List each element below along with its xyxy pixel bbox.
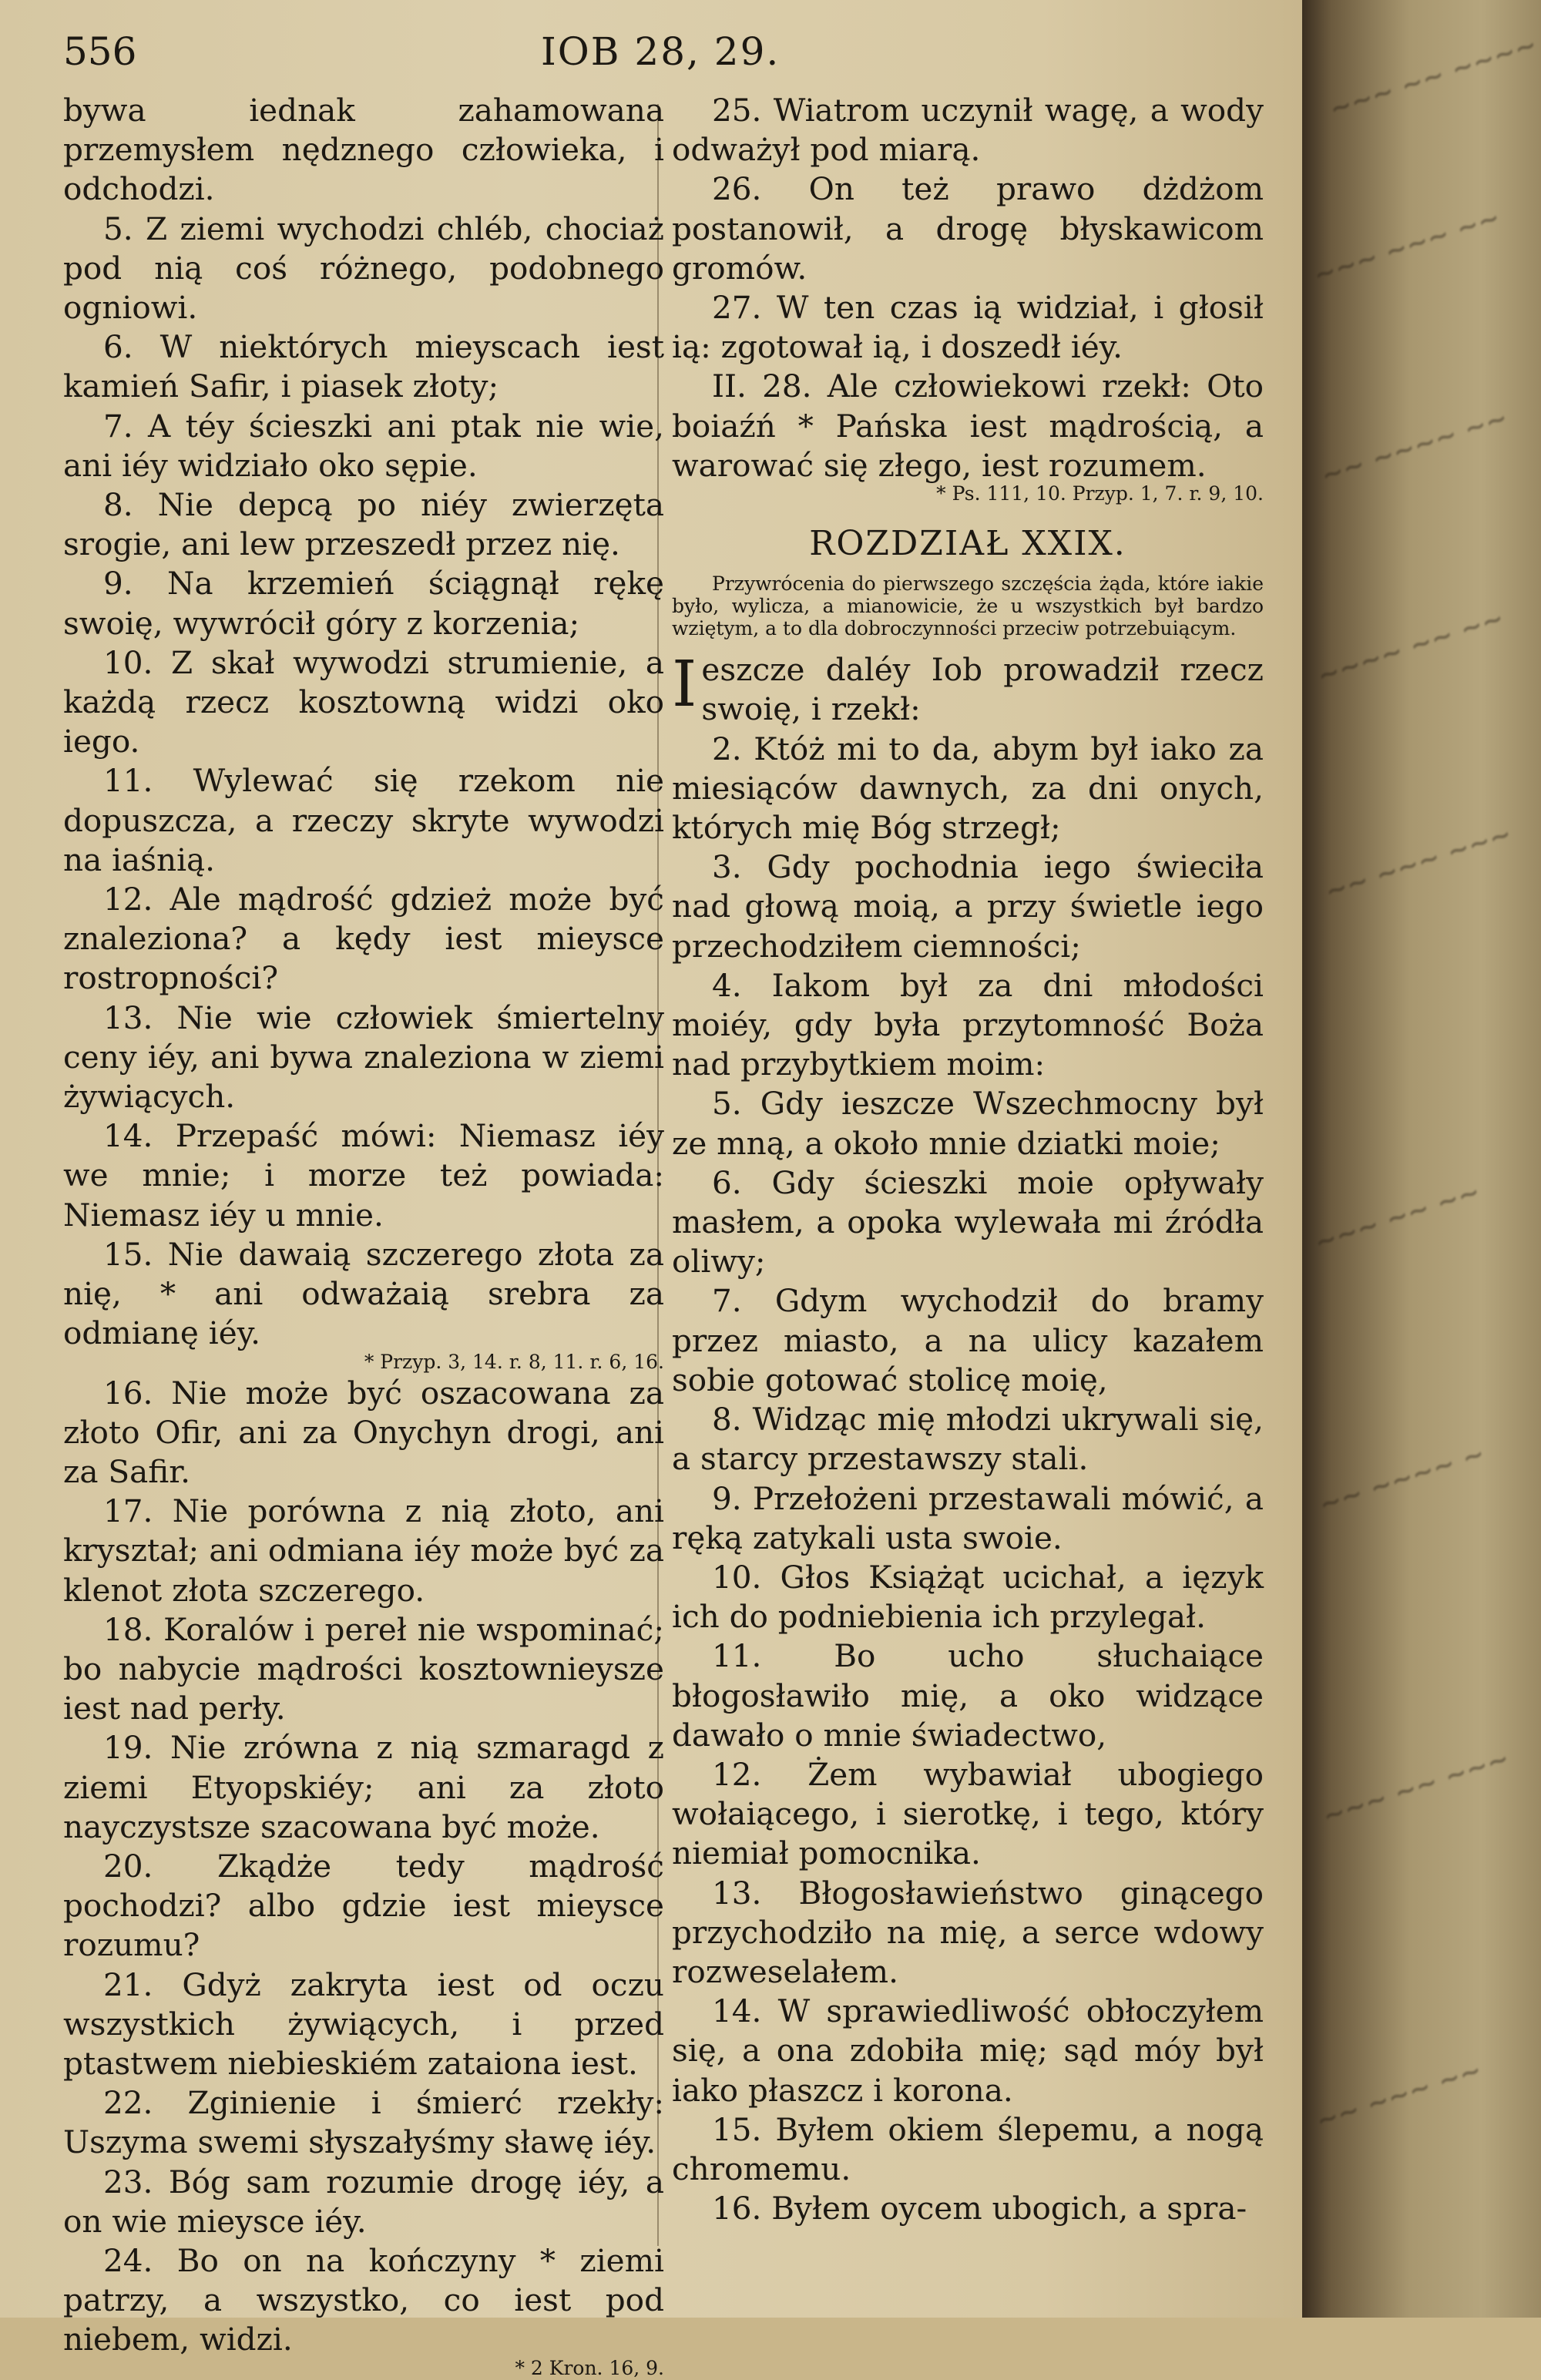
- verse-text: 6. W niektórych mieyscach iest kamień Safir, i piasek złoty;: [63, 328, 664, 405]
- verse-text: 27. W ten czas ią widział, i głosił ią: zgotował ią, i doszedł iéy.: [672, 289, 1264, 366]
- verse-text: 4. Iakom był za dni młodości moiéy, gdy była przytomność Boża nad przybytkiem moim:: [672, 966, 1264, 1083]
- left-column: [63, 91, 664, 2380]
- verse-text: 7. Gdym wychodził do bramy przez miasto, a na ulicy kazałem sobie gotować stolicę moię,: [672, 1282, 1264, 1398]
- chapter-opening: [672, 650, 1264, 729]
- verse-text: 26. On też prawo dżdżom postanowił, a drogę błyskawicom gromów.: [672, 170, 1264, 287]
- verse-text: 10. Z skał wywodzi strumienie, a każdą rzecz kosztowną widzi oko iego.: [63, 643, 664, 760]
- verse-text: 14. W sprawiedliwość obłoczyłem się, a ona zdobiła mię; sąd móy był iako płaszcz i korona.: [672, 1992, 1264, 2109]
- page-number: 556: [63, 29, 137, 74]
- verse-text: 23. Bóg sam rozumie drogę iéy, a on wie mieysce iéy.: [63, 2163, 664, 2240]
- verse-text: 24. Bo on na kończyny * ziemi patrzy, a wszystko, co iest pod niebem, widzi.: [63, 2241, 664, 2358]
- bleed-through-decoration: ~~ ~~~ ~~: [1312, 2054, 1486, 2137]
- verse-text: 16. Byłem oycem ubogich, a spra-: [712, 2190, 1247, 2227]
- cross-reference: * Przyp. 3, 14. r. 8, 11. r. 6, 16.: [364, 1350, 664, 1373]
- verse-text: 13. Nie wie człowiek śmiertelny ceny iéy, ani bywa znaleziona w ziemi żywiących.: [63, 999, 664, 1116]
- verse-text: 3. Gdy pochodnia iego świeciła nad głową moią, a przy świetle iego przechodziłem ciemności;: [672, 848, 1264, 965]
- bleed-through-decoration: ~~ ~~~ ~~~: [1321, 818, 1516, 908]
- bleed-through-decoration: ~~~~ ~~ ~~: [1313, 603, 1508, 692]
- verse-text: 5. Gdy ieszcze Wszechmocny był ze mną, a około mnie dziatki moie;: [672, 1085, 1264, 1162]
- bleed-through-decoration: ~~~ ~~ ~~: [1311, 1176, 1484, 1259]
- verse-text: 13. Błogosławieństwo ginącego przychodziło na mię, a serce wdowy rozweselałem.: [672, 1874, 1264, 1990]
- verse-text: 8. Nie depcą po niéy zwierzęta srogie, ani lew przeszedł przez nię.: [63, 486, 664, 563]
- bleed-through-decoration: ~~~ ~~~ ~~: [1309, 202, 1504, 291]
- verse-text: 19. Nie zrówna z nią szmaragd z ziemi Etyopskiéy; ani za złoto nayczystsze szacowana być może.: [63, 1729, 664, 1845]
- bleed-through-decoration: ~~~ ~~ ~~~~: [1325, 29, 1541, 126]
- page-header: [63, 29, 1257, 83]
- verse-text: 12. Żem wybawiał ubogiego wołaiącego, i sierotkę, i tego, który niemiał pomocnika.: [672, 1755, 1264, 1872]
- verse-text: 5. Z ziemi wychodzi chléb, chociaż pod nią coś różnego, podobnego ogniowi.: [63, 210, 664, 327]
- verse-text: 21. Gdyż zakryta iest od oczu wszystkich żywiących, i przed ptastwem niebieskiém zataiona iest.: [63, 1965, 664, 2082]
- verse-text: 9. Na krzemień ściągnął rękę swoię, wywrócił góry z korzenia;: [63, 565, 664, 642]
- chapter-summary: Przywrócenia do pierwszego szczęścia żąda, które iakie było, wylicza, a mianowicie, że u wszystkich był bardzo wziętym, a to dla dobroczynności przeciw potrzebuiącym.: [672, 572, 1264, 640]
- cross-reference: * 2 Kron. 16, 9.: [515, 2356, 664, 2379]
- facing-page-edge: [1302, 0, 1541, 2318]
- verse-text: 11. Wylewać się rzekom nie dopuszcza, a rzeczy skryte wywodzi na iaśnią.: [63, 762, 664, 878]
- verse-text: 20. Zkądże tedy mądrość pochodzi? albo gdzie iest mieysce rozumu?: [63, 1847, 664, 1964]
- verse-text: 14. Przepaść mówi: Niemasz iéy we mnie; i morze też powiada: Niemasz iéy u mnie.: [63, 1117, 664, 1234]
- verse-text: 6. Gdy ścieszki moie opływały masłem, a opoka wylewała mi źródła oliwy;: [672, 1163, 1264, 1281]
- verse-text: 25. Wiatrom uczynił wagę, a wody odważył pod miarą.: [672, 92, 1264, 169]
- bleed-through-decoration: ~~~ ~~ ~~~: [1318, 1743, 1513, 1832]
- verse-text: 2. Któż mi to da, abym był iako za miesiąców dawnych, za dni onych, których mię Bóg strzegł;: [672, 730, 1264, 847]
- bleed-through-decoration: ~~ ~~~~ ~~: [1317, 402, 1512, 492]
- verse-text: II. 28. Ale człowiekowi rzekł: Oto boiaźń * Pańska iest mądrością, a warować się złego, iest rozumem.: [672, 368, 1264, 484]
- running-head: IOB 28, 29.: [541, 29, 781, 74]
- verse-text: 18. Koralów i pereł nie wspominać; bo nabycie mądrości kosztownieysze iest nad perły.: [63, 1610, 664, 1727]
- cross-reference: * Ps. 111, 10. Przyp. 1, 7. r. 9, 10.: [936, 482, 1264, 505]
- verse-text: 15. Nie dawaią szczerego złota za nię, * ani odważaią srebra za odmianę iéy.: [63, 1235, 664, 1352]
- opening-text: eszcze daléy Iob prowadził rzecz swoię, i rzekł:: [701, 651, 1264, 728]
- verse-text: 12. Ale mądrość gdzież może być znaleziona? a kędy iest mieysce rostropności?: [63, 881, 664, 997]
- verse-text: 8. Widząc mię młodzi ukrywali się, a starcy przestawszy stali.: [672, 1401, 1264, 1478]
- verse-text: 10. Głos Książąt ucichał, a ięzyk ich do podniebienia ich przylegał.: [672, 1558, 1264, 1636]
- bleed-through-decoration: ~~ ~~~~ ~: [1315, 1438, 1489, 1521]
- verse-text: bywa iednak zahamowana przemysłem nędznego człowieka, i odchodzi.: [63, 92, 664, 208]
- verse-text: 16. Nie może być oszacowana za złoto Ofir, ani za Onychyn drogi, ani za Safir.: [63, 1374, 664, 1490]
- verse-text: 9. Przełożeni przestawali mówić, a ręką zatykali usta swoie.: [672, 1479, 1264, 1556]
- chapter-title: ROZDZIAŁ XXIX.: [809, 524, 1126, 564]
- verse-text: 22. Zginienie i śmierć rzekły: Uszyma swemi słyszałyśmy sławę iéy.: [63, 2084, 664, 2161]
- verse-text: 11. Bo ucho słuchaiące błogosławiło mię, a oko widzące dawało o mnie świadectwo,: [672, 1637, 1264, 1754]
- drop-cap: I: [672, 648, 697, 722]
- verse-text: 7. A téy ścieszki ani ptak nie wie, ani iéy widziało oko sępie.: [63, 407, 664, 484]
- verse-text: 17. Nie porówna z nią złoto, ani kryształ; ani odmiana iéy może być za klenot złota szczerego.: [63, 1492, 664, 1609]
- right-column: [672, 91, 1264, 2228]
- verse-text: 15. Byłem okiem ślepemu, a nogą chromemu.: [672, 2110, 1264, 2187]
